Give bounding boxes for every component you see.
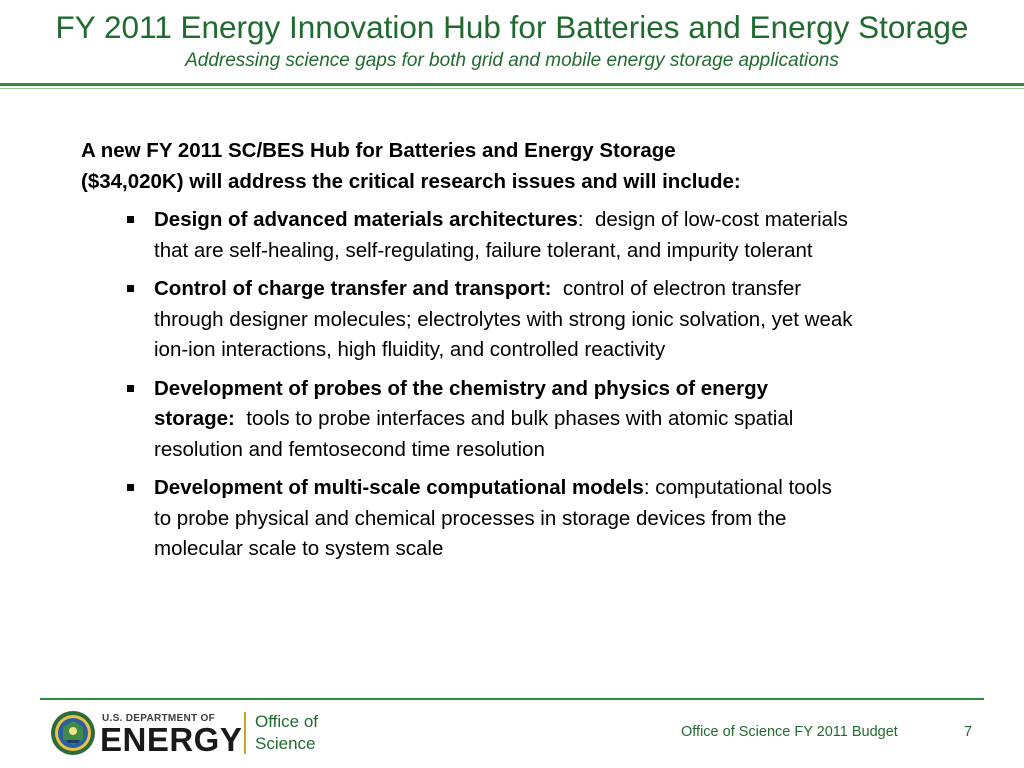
bullet-item [81, 374, 854, 466]
doe-office-of-science-logo [50, 708, 340, 760]
footer-budget-label: Office of Science FY 2011 Budget [681, 724, 898, 740]
slide-title: FY 2011 Energy Innovation Hub for Batteries and Energy Storage [55, 9, 969, 45]
square-bullet-icon [127, 216, 134, 223]
logo-science-label: Science [255, 734, 316, 753]
bullet-heading: Development of multi-scale computational models [154, 476, 644, 499]
bullet-separator: : [643, 476, 656, 499]
doe-seal-icon [50, 710, 96, 756]
bullet-separator: : [577, 208, 595, 231]
bullet-text: design of low-cost materials that are self-healing, self-regulating, failure tolerant, and impurity tolerant [154, 208, 848, 262]
bullet-heading: Development of probes of the chemistry and physics of energy storage: [154, 376, 768, 430]
header-divider-thin [0, 88, 1024, 89]
square-bullet-icon [127, 484, 134, 491]
square-bullet-icon [127, 385, 134, 392]
logo-energy-label: ENERGY [100, 721, 243, 758]
bullet-separator [552, 277, 563, 300]
footer-divider [40, 698, 984, 700]
bullet-separator [235, 407, 246, 430]
slide-subtitle: Addressing science gaps for both grid and mobile energy storage applications [185, 50, 839, 71]
logo-office-label: Office of [255, 712, 318, 731]
bullet-text: computational tools to probe physical and chemical processes in storage devices from the molecular scale to system scale [154, 476, 832, 560]
slide-body [81, 135, 951, 565]
bullet-item [81, 274, 854, 366]
bullet-text: tools to probe interfaces and bulk phases with atomic spatial resolution and femtosecond time resolution [154, 407, 794, 461]
bullet-text: control of electron transfer through designer molecules; electrolytes with strong ionic solvation, yet weak ion-ion interactions, high fluidity, and controlled reactivity [154, 277, 853, 361]
bullet-heading: Design of advanced materials architectures [154, 208, 578, 231]
square-bullet-icon [127, 285, 134, 292]
bullet-item [81, 473, 854, 565]
bullet-list [81, 205, 951, 565]
header-divider [0, 83, 1024, 86]
intro-line-2: ($34,020K) will address the critical research issues and will include: [81, 170, 741, 193]
intro-paragraph [81, 135, 951, 197]
logo-divider [244, 712, 246, 754]
bullet-item [81, 205, 854, 266]
intro-line-1: A new FY 2011 SC/BES Hub for Batteries and Energy Storage [81, 139, 676, 162]
page-number: 7 [964, 724, 973, 740]
bullet-heading: Control of charge transfer and transport: [154, 277, 552, 300]
logo-department-label: U.S. DEPARTMENT OF [102, 713, 215, 724]
